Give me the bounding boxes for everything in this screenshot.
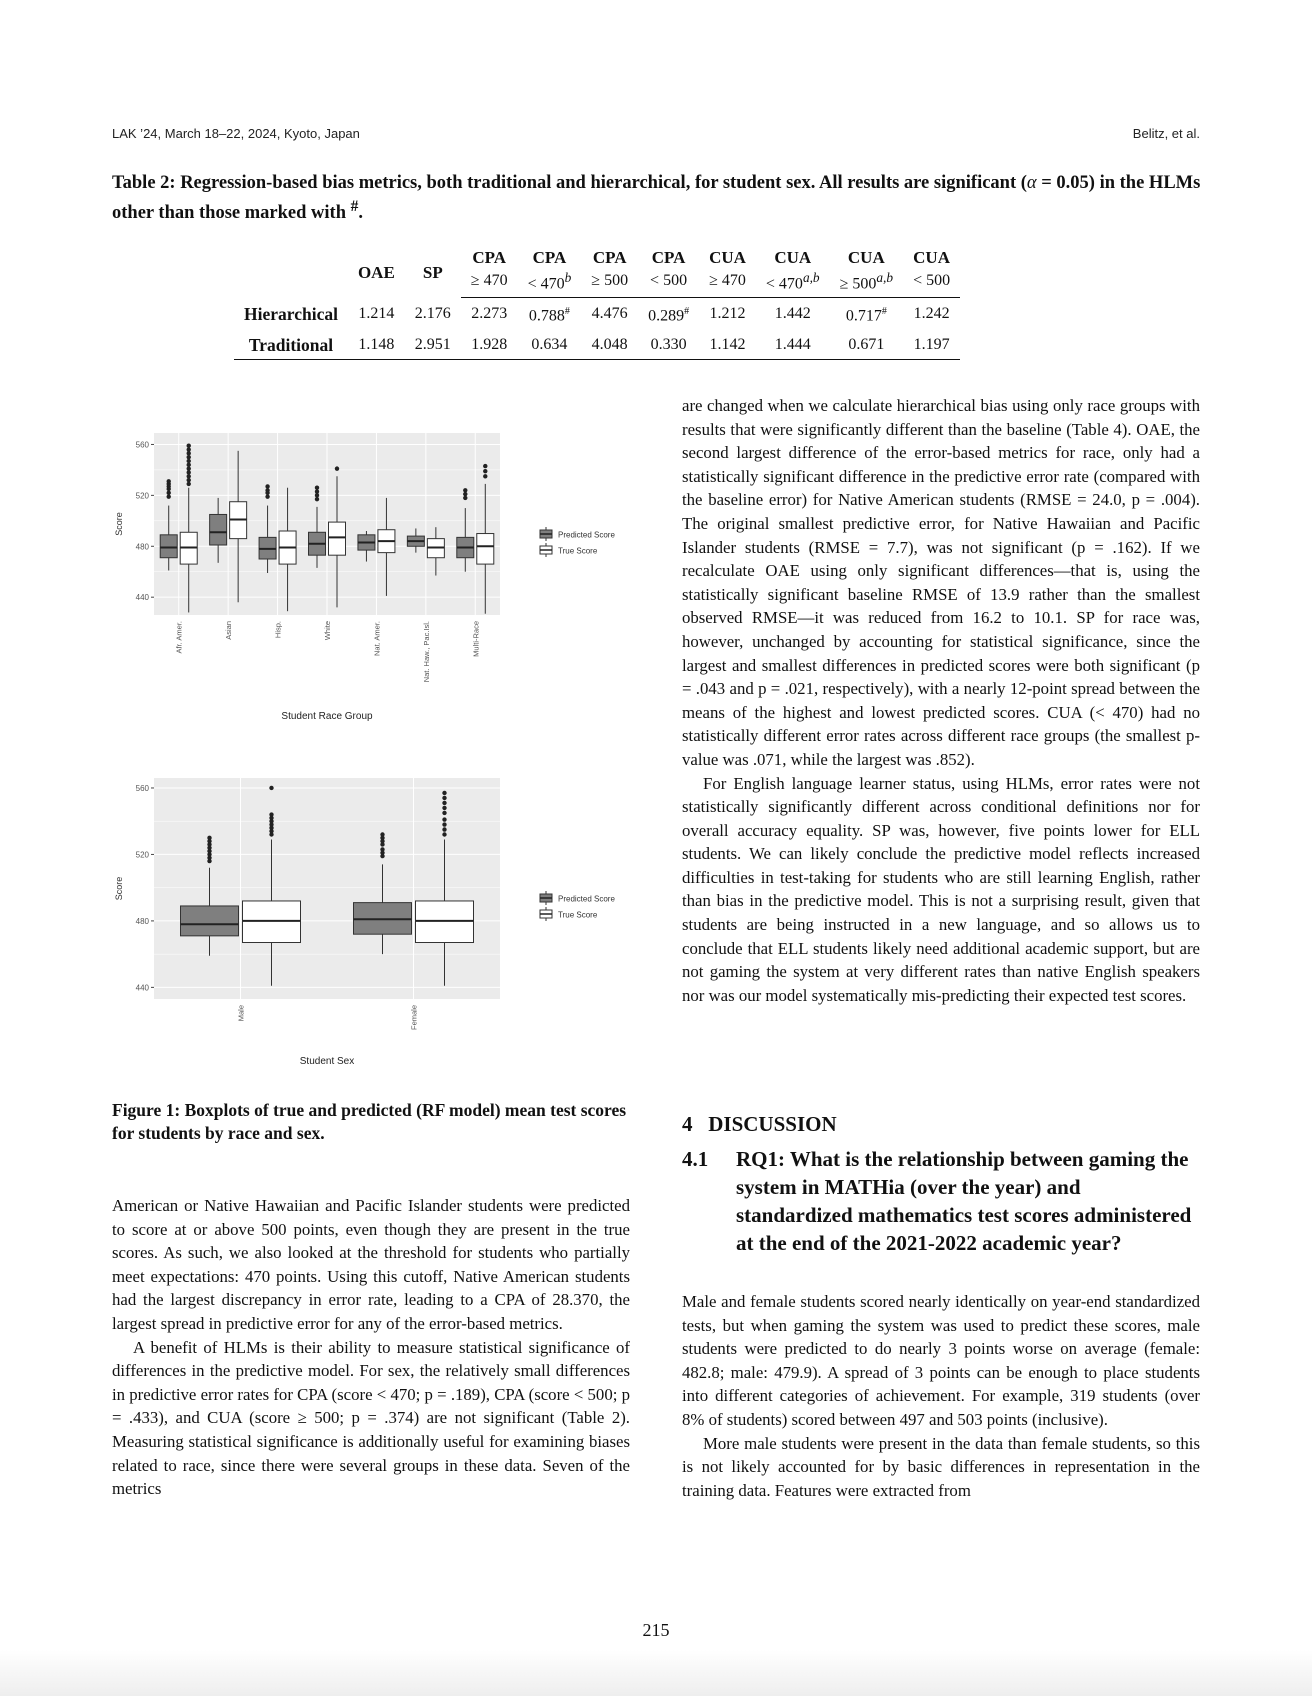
box <box>181 906 239 936</box>
section-heading: 4 DISCUSSION <box>682 1112 837 1136</box>
table-cell: 2.951 <box>414 335 451 353</box>
outlier-point <box>187 447 191 451</box>
right-column-bottom <box>682 1290 1200 1502</box>
figure-caption: Figure 1: Boxplots of true and predicted (RF model) mean test scores for students by race and sex. <box>112 1100 627 1143</box>
col-header-3: CPA <box>532 248 567 267</box>
y-tick-label: 560 <box>135 783 149 793</box>
right-paragraph-3: Male and female students scored nearly identically on year-end standardized tests, but when gaming the system was used to predict these scores, male students were predicted to do nearly 3 points worse on average (female: 482.8; male: 479.9). A spread of 3 points can be enough to place students into different categories of achievement. For example, 319 students (over 8% of students) scored between 497 and 503 points (inclusive). <box>682 1292 1200 1429</box>
plot-panel <box>154 778 500 999</box>
outlier-point <box>167 479 171 483</box>
col-header-5: CPA <box>651 248 686 267</box>
table-row <box>234 298 960 331</box>
outlier-point <box>315 489 319 493</box>
subsection-heading: 4.1 RQ1: What is the relationship between gaming the system in MATHia (over the year) and standardized mathematics test scores administered at the end of the 2021-2022 academic year? <box>682 1147 1192 1255</box>
table-cell: 1.212 <box>709 305 746 323</box>
outlier-point <box>442 832 446 836</box>
outlier-point <box>187 466 191 470</box>
box <box>477 534 494 565</box>
right-paragraph-2: For English language learner status, using HLMs, error rates were not statistically significantly different across conditional definitions nor for overall accuracy equality. SP was, however, five points lower for ELL students. We can likely conclude the predictive model reflects increased difficulties in test-taking for students who are still learning English, rather than bias in the predictive model. This is not a surprising result, given that students are being instructed in a new language, and so allows us to conclude that ELL students likely need additional academic support, but are not gaming the system at very different rates than native English speakers nor was our model systematically mis-predicting their expected test scores. <box>682 773 1200 1005</box>
x-tick-label: Multi-Race <box>471 621 481 657</box>
table-cell: 0.289# <box>648 306 690 325</box>
left-column <box>112 1194 630 1501</box>
page-number: 215 <box>642 1620 670 1640</box>
row-label: Traditional <box>248 334 334 355</box>
outlier-point <box>187 459 191 463</box>
outlier-point <box>483 469 487 473</box>
table-cell: 0.717# <box>845 306 887 325</box>
col-subheader-5: < 500 <box>638 268 699 298</box>
outlier-point <box>265 488 269 492</box>
col-subheader-8: ≥ $500^{a,b}$ <box>830 268 903 298</box>
outlier-point <box>187 482 191 486</box>
outlier-point <box>442 827 446 831</box>
x-axis-title: Student Sex <box>299 1056 355 1067</box>
outlier-point <box>442 791 446 795</box>
outlier-point <box>442 796 446 800</box>
table-cell: 2.176 <box>414 305 451 323</box>
outlier-point <box>187 455 191 459</box>
left-paragraph-1: American or Native Hawaiian and Pacific Islander students were predicted to score at or above 500 points, even though they are present in the true scores. As such, we also looked at the threshold for students who partially meet expectations: 470 points. Using this cutoff, Native American students had the largest discrepancy in error rate, leading to a CPA of 28.370, the largest spread in predictive error for any of the error-based metrics. <box>112 1196 630 1333</box>
x-tick-label: Male <box>236 1005 246 1022</box>
table-cell: 1.242 <box>913 305 950 323</box>
table-cell: 1.197 <box>913 335 950 353</box>
y-tick-label: 440 <box>135 593 149 603</box>
outlier-point <box>265 484 269 488</box>
outlier-point <box>187 463 191 467</box>
table-cell: 1.928 <box>471 335 508 353</box>
sex-boxplot <box>112 773 632 1073</box>
right-column-top <box>682 394 1200 1007</box>
race-boxplot <box>112 428 632 728</box>
col-header-9: CUA <box>913 248 950 267</box>
outlier-point <box>463 492 467 496</box>
y-tick-label: 440 <box>135 983 149 993</box>
table-cell: 1.148 <box>358 335 395 353</box>
outlier-point <box>265 494 269 498</box>
corner-cell <box>234 246 348 298</box>
outlier-point <box>187 470 191 474</box>
table-cell: 1.442 <box>774 305 811 323</box>
table-cell: 0.634 <box>531 335 568 353</box>
box <box>329 522 346 555</box>
outlier-point <box>483 464 487 468</box>
x-axis-title: Student Race Group <box>281 711 373 722</box>
table-row <box>234 331 960 360</box>
outlier-point <box>207 836 211 840</box>
col-header-6: CUA <box>709 248 746 267</box>
col-subheader-6: ≥ 470 <box>699 268 756 298</box>
regression-bias-table <box>234 246 960 360</box>
col-header-4: CPA <box>592 248 627 267</box>
x-tick-label: Afr. Amer. <box>174 621 184 654</box>
outlier-point <box>315 493 319 497</box>
page-shadow <box>0 1650 1312 1696</box>
left-paragraph-2: A benefit of HLMs is their ability to measure statistical significance of differences in the predictive model. For sex, the relatively small differences in predictive error rates for CPA (score < 470; p = .189), CPA (score < 500; p = .433), and CUA (score ≥ 500; p = .374) are not significant (Table 2). Measuring statistical significance is additionally useful for examining biases related to race, since there were several groups in these data. Seven of the metrics <box>112 1337 630 1499</box>
outlier-point <box>187 478 191 482</box>
legend-label: Predicted Score <box>558 530 615 540</box>
outlier-point <box>463 488 467 492</box>
y-tick-label: 520 <box>135 850 149 860</box>
outlier-point <box>442 806 446 810</box>
outlier-point <box>187 451 191 455</box>
outlier-point <box>442 811 446 815</box>
table-cell: 0.330 <box>650 335 687 353</box>
y-axis-title: Score <box>114 512 124 536</box>
x-tick-label: Female <box>409 1005 419 1031</box>
outlier-point <box>315 497 319 501</box>
x-tick-label: White <box>323 621 332 641</box>
legend-label: Predicted Score <box>558 894 615 904</box>
outlier-point <box>315 486 319 490</box>
outlier-point <box>380 847 384 851</box>
x-tick-label: Nat. Amer. <box>372 621 382 657</box>
col-subheader-9: < 500 <box>903 268 960 298</box>
col-header-2: CPA <box>472 248 507 267</box>
row-label: Hierarchical <box>244 304 338 325</box>
y-tick-label: 480 <box>135 542 149 552</box>
y-tick-label: 560 <box>135 440 149 450</box>
outlier-point <box>442 817 446 821</box>
col-subheader-3: < $470^b$ <box>518 268 582 298</box>
table-cell: 0.788# <box>528 306 570 325</box>
right-paragraph-4: More male students were present in the data than female students, so this is not likely accounted for by basic differences in representation in the training data. Features were extracted from <box>682 1433 1200 1500</box>
col-header-7: CUA <box>774 248 812 267</box>
outlier-point <box>463 496 467 500</box>
box <box>210 514 227 545</box>
outlier-point <box>335 466 339 470</box>
table-cell: 1.444 <box>774 335 811 353</box>
outlier-point <box>269 786 273 790</box>
y-tick-label: 480 <box>135 916 149 926</box>
box <box>160 535 177 558</box>
col-subheader-2: ≥ 470 <box>461 268 518 298</box>
outlier-point <box>269 812 273 816</box>
running-header-right: Belitz, et al. <box>1132 126 1200 141</box>
outlier-point <box>483 474 487 478</box>
outlier-point <box>167 494 171 498</box>
outlier-point <box>167 491 171 495</box>
table-cell: 4.476 <box>591 305 628 323</box>
col-subheader-4: ≥ 500 <box>581 268 638 298</box>
outlier-point <box>187 444 191 448</box>
right-paragraph-1: are changed when we calculate hierarchical bias using only race groups with results that were significantly different than the baseline (Table 4). OAE, the second largest difference of the error-based metrics for race, only had a statistically significant difference in the predictive error rate (compared with the baseline error) for Native American students (RMSE = 24.0, p = .004). The original smallest predictive error, for Native Hawaiian and Pacific Islander students (RMSE = 7.7), was not significant (p = .162). If we recalculate OAE using only significant differences—that is, using the statistically significant baseline RMSE of 13.9 rather than the smallest observed RMSE—it was reduced from 16.2 to 10.1. SP for race was, however, unchanged by accounting for statistical significance, since the largest and smallest differences in predicted scores were both significant (p = .043 and p = .021, respectively), with a nearly 12-point spread between the means of the highest and lowest predicted scores. CUA (< 470) had no statistically different error rates across different race groups (the smallest p-value was .071, while the largest was .852). <box>682 396 1200 769</box>
table-cell: 1.142 <box>709 335 746 353</box>
table-caption: Table 2: Regression-based bias metrics, both traditional and hierarchical, for student sex. All results are significant (α = 0.05) in the HLMs other than those marked with #. <box>112 173 1201 224</box>
y-tick-label: 520 <box>135 491 149 501</box>
table-cell: 4.048 <box>591 335 628 353</box>
x-tick-label: Asian <box>224 621 234 640</box>
legend-label: True Score <box>558 910 598 920</box>
x-tick-label: Nat. Haw., Pac.Isl. <box>421 621 431 683</box>
outlier-point <box>442 822 446 826</box>
outlier-point <box>187 474 191 478</box>
col-header-1: SP <box>422 262 443 282</box>
col-subheader-7: < $470^{a,b}$ <box>756 268 830 298</box>
legend-label: True Score <box>558 546 598 556</box>
table-cell: 1.214 <box>358 305 395 323</box>
table-cell: 0.671 <box>848 335 885 353</box>
y-axis-title: Score <box>114 876 124 901</box>
col-header-0: OAE <box>357 262 395 282</box>
outlier-point <box>442 801 446 805</box>
outlier-point <box>380 832 384 836</box>
x-tick-label: Hisp. <box>273 621 283 639</box>
table-cell: 2.273 <box>471 305 508 323</box>
running-header-left: LAK ’24, March 18–22, 2024, Kyoto, Japan <box>112 126 360 141</box>
col-header-8: CUA <box>847 248 885 267</box>
